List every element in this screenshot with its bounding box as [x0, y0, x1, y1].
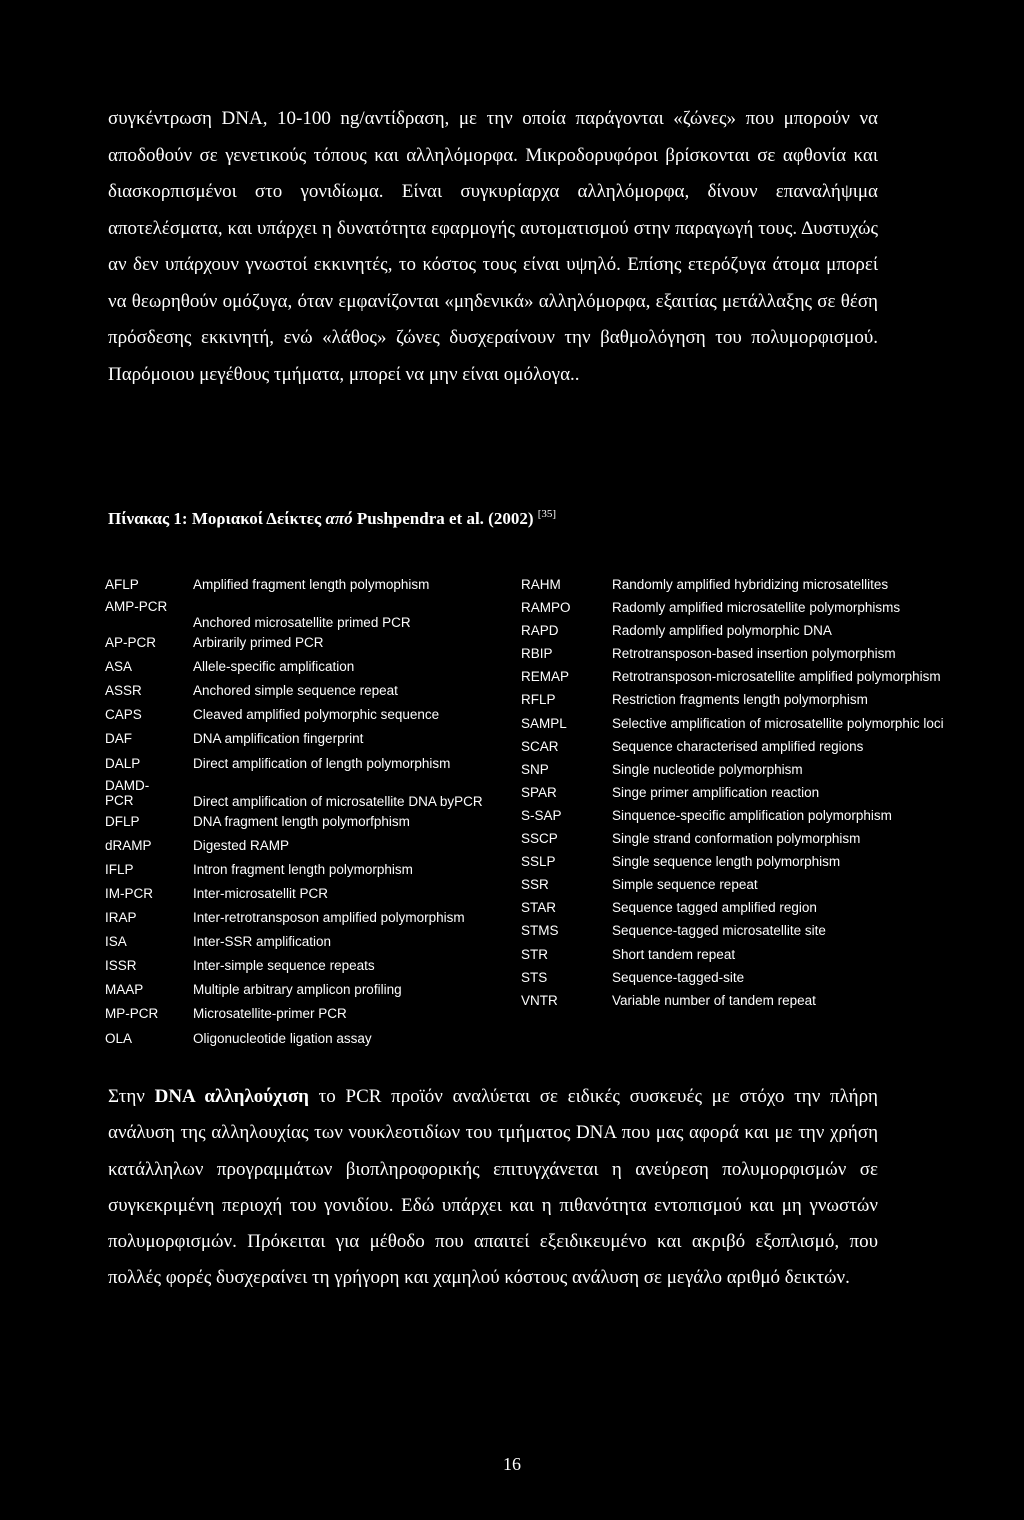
- marker-description: Single sequence length polymorphism: [612, 854, 841, 870]
- marker-abbreviation: STS: [521, 969, 548, 985]
- marker-description: Cleaved amplified polymorphic sequence: [193, 707, 440, 723]
- marker-abbreviation: OLA: [105, 1030, 133, 1046]
- table-row: [105, 599, 525, 633]
- marker-description: Multiple arbitrary amplicon profiling: [193, 982, 402, 998]
- marker-abbreviation: ASA: [105, 659, 133, 675]
- marker-description: Sequence-tagged microsatellite site: [612, 923, 826, 939]
- table-row: [521, 690, 1001, 713]
- marker-abbreviation: RAHM: [521, 577, 561, 592]
- table-row: [105, 633, 525, 657]
- table-row: [521, 945, 1001, 968]
- table-row: [521, 737, 1001, 760]
- caption-italic: από: [325, 509, 353, 528]
- marker-abbreviation: RBIP: [521, 646, 553, 662]
- marker-description: Oligonucleotide ligation assay: [193, 1030, 372, 1046]
- marker-abbreviation: SPAR: [521, 784, 557, 800]
- table-row: [105, 956, 525, 980]
- marker-abbreviation: DAF: [105, 731, 132, 747]
- marker-description: Digested RAMP: [193, 837, 290, 853]
- marker-description: Single nucleotide polymorphism: [612, 761, 803, 777]
- marker-description: Sinquence-specific amplification polymorphism: [612, 807, 892, 823]
- marker-abbreviation: CAPS: [105, 707, 142, 723]
- marker-abbreviation: ASSR: [105, 683, 142, 699]
- table-row: [105, 1029, 525, 1053]
- marker-description: Simple sequence repeat: [612, 877, 758, 893]
- table-row: [105, 729, 525, 753]
- marker-abbreviation: RFLP: [521, 692, 556, 708]
- table-row: [105, 778, 525, 812]
- marker-description: Variable number of tandem repeat: [612, 992, 816, 1008]
- marker-description: Singe primer amplification reaction: [612, 784, 820, 800]
- table-row: [521, 714, 1001, 737]
- marker-abbreviation: STAR: [521, 900, 557, 916]
- marker-description: Restriction fragments length polymorphism: [612, 692, 868, 708]
- body-paragraph-2: [108, 1079, 878, 1297]
- marker-abbreviation: RAMPO: [521, 600, 571, 616]
- table-row: [105, 681, 525, 705]
- marker-description: Inter-simple sequence repeats: [193, 958, 375, 974]
- paragraph-2-strong: DNA αλληλούχιση: [154, 1086, 309, 1107]
- marker-description: Sequence characterised amplified regions: [612, 738, 864, 754]
- marker-abbreviation: SSCP: [521, 831, 558, 847]
- table-row: [105, 884, 525, 908]
- marker-description: Sequence-tagged-site: [612, 969, 745, 985]
- marker-description: Direct amplification of microsatellite DNA byPCR: [193, 793, 483, 809]
- table-row: [105, 705, 525, 729]
- marker-abbreviation: REMAP: [521, 669, 570, 685]
- marker-description: Direct amplification of length polymorphism: [193, 755, 451, 771]
- table-row: [521, 575, 1001, 598]
- marker-abbreviation: DFLP: [105, 813, 140, 829]
- marker-abbreviation: SCAR: [521, 738, 559, 754]
- marker-abbreviation: dRAMP: [105, 837, 152, 853]
- table-row: [521, 921, 1001, 944]
- table-row: [521, 621, 1001, 644]
- table-row: [521, 644, 1001, 667]
- marker-abbreviation: DALP: [105, 755, 141, 771]
- table-row: [521, 852, 1001, 875]
- marker-abbreviation: IM-PCR: [105, 885, 153, 901]
- table-row: [521, 898, 1001, 921]
- table-row: [105, 836, 525, 860]
- marker-description: Anchored simple sequence repeat: [193, 683, 398, 699]
- marker-abbreviation: IRAP: [105, 910, 137, 926]
- marker-abbreviation: MAAP: [105, 982, 144, 998]
- table-row: [105, 908, 525, 932]
- marker-description: Intron fragment length polymorphism: [193, 861, 413, 877]
- page-number: 16: [503, 1454, 521, 1474]
- table-row: [105, 812, 525, 836]
- marker-abbreviation: STMS: [521, 923, 559, 939]
- marker-abbreviation: MP-PCR: [105, 1006, 159, 1022]
- marker-description: Retrotransposon-based insertion polymorphism: [612, 646, 896, 662]
- marker-abbreviation: ISA: [105, 934, 127, 950]
- table-row: [521, 968, 1001, 991]
- table-row: [521, 667, 1001, 690]
- marker-abbreviation: DAMD-PCR: [105, 777, 150, 808]
- table-row: [105, 980, 525, 1004]
- table-row: [521, 783, 1001, 806]
- table-row: [105, 1004, 525, 1028]
- marker-abbreviation: SSR: [521, 877, 549, 893]
- marker-abbreviation: VNTR: [521, 992, 558, 1008]
- caption-reference: [35]: [537, 508, 557, 520]
- marker-description: Allele-specific amplification: [193, 659, 355, 675]
- paragraph-2-lead: Στην: [108, 1086, 155, 1107]
- body-paragraph-1: συγκέντρωση DNA, 10-100 ng/αντίδραση, με την οποία παράγονται «ζώνες» που μπορούν να αποδοθούν σε γενετικούς τόπους και αλληλόμορφα. Μικροδορυφόροι βρίσκονται σε αφθονία και διασκορπισμένοι στο γονιδίωμα. Είναι συγκυρίαρχα αλληλόμορφα, δίνουν επαναλήψιμα αποτελέσματα, και υπάρχει η δυνατότητα εφαρμογής αυτοματισμού στην παραγωγή τους. Δυστυχώς αν δεν υπάρχουν γνωστοί εκκινητές, το κόστος τους είναι υψηλό. Επίσης ετερόζυγα άτομα μπορεί να θεωρηθούν ομόζυγα, όταν εμφανίζονται «μηδενικά» αλληλόμορφα, εξαιτίας μετάλλαξης σε θέση πρόσδεσης εκκινητή, ενώ «λάθος» ζώνες δυσχεραίνουν την βαθμολόγηση του πολυμορφισμού. Παρόμοιου μεγέθους τμήματα, μπορεί να μην είναι ομόλογα..: [108, 108, 878, 385]
- marker-description: Radomly amplified microsatellite polymorphisms: [612, 600, 901, 616]
- caption-source: Pushpendra et al. (2002): [352, 509, 534, 528]
- marker-description: Short tandem repeat: [612, 946, 736, 962]
- table-row: [105, 754, 525, 778]
- table-caption: [108, 508, 556, 529]
- marker-abbreviation: AMP-PCR: [105, 599, 168, 615]
- marker-description: Anchored microsatellite primed PCR: [193, 615, 411, 631]
- marker-abbreviation: AP-PCR: [105, 635, 157, 651]
- marker-abbreviation: SNP: [521, 761, 549, 777]
- marker-description: Randomly amplified hybridizing microsatellites: [612, 577, 889, 592]
- marker-abbreviation: ISSR: [105, 958, 137, 974]
- marker-abbreviation: IFLP: [105, 861, 134, 877]
- table-row: [105, 575, 525, 599]
- table-row: [521, 875, 1001, 898]
- marker-abbreviation: STR: [521, 946, 548, 962]
- marker-description: Retrotransposon-microsatellite amplified polymorphism: [612, 669, 941, 685]
- marker-abbreviation: S-SAP: [521, 807, 562, 823]
- marker-abbreviation: RAPD: [521, 623, 559, 639]
- marker-description: Sequence tagged amplified region: [612, 900, 817, 916]
- table-row: [521, 829, 1001, 852]
- marker-table-right: [521, 575, 1001, 1014]
- table-row: [105, 932, 525, 956]
- marker-description: Single strand conformation polymorphism: [612, 831, 861, 847]
- paragraph-2-text: το PCR προϊόν αναλύεται σε ειδικές συσκευές με στόχο την πλήρη ανάλυση της αλληλουχίας των νουκλεοτιδίων του τμήματος DNA που μας αφορά και με την χρήση κατάλληλων προγραμμάτων βιοπληροφορικής επιτυγχάνεται η ανεύρεση πολυμορφισμών σε συγκεκριμένη περιοχή του γονιδίου. Εδώ υπάρχει και η πιθανότητα εντοπισμού και μη γνωστών πολυμορφισμών. Πρόκειται για μέθοδο που απαιτεί εξειδικευμένο και ακριβό εξοπλισμό, που πολλές φορές δυσχεραίνει τη γρήγορη και χαμηλού κόστους ανάλυση σε μεγάλο αριθμό δεικτών.: [108, 1086, 878, 1289]
- marker-description: Radomly amplified polymorphic DNA: [612, 623, 832, 639]
- marker-description: DNA fragment length polymorfphism: [193, 813, 410, 829]
- marker-table-left: [105, 575, 525, 1053]
- table-row: [521, 760, 1001, 783]
- table-row: [521, 991, 1001, 1014]
- table-row: [521, 598, 1001, 621]
- table-row: [521, 806, 1001, 829]
- marker-abbreviation: AFLP: [105, 577, 139, 592]
- table-row: [105, 657, 525, 681]
- marker-description: Selective amplification of microsatellite polymorphic loci: [612, 715, 944, 731]
- marker-abbreviation: SAMPL: [521, 715, 567, 731]
- marker-description: Amplified fragment length polymophism: [193, 577, 430, 592]
- caption-label: Πίνακας 1: Μοριακοί Δείκτες: [108, 509, 326, 528]
- marker-description: Inter-retrotransposon amplified polymorphism: [193, 910, 465, 926]
- table-row: [105, 860, 525, 884]
- marker-description: Microsatellite-primer PCR: [193, 1006, 347, 1022]
- marker-abbreviation: SSLP: [521, 854, 556, 870]
- marker-description: Inter-microsatellit PCR: [193, 885, 329, 901]
- marker-description: DNA amplification fingerprint: [193, 731, 364, 747]
- marker-description: Inter-SSR amplification: [193, 934, 332, 950]
- marker-description: Arbirarily primed PCR: [193, 635, 324, 651]
